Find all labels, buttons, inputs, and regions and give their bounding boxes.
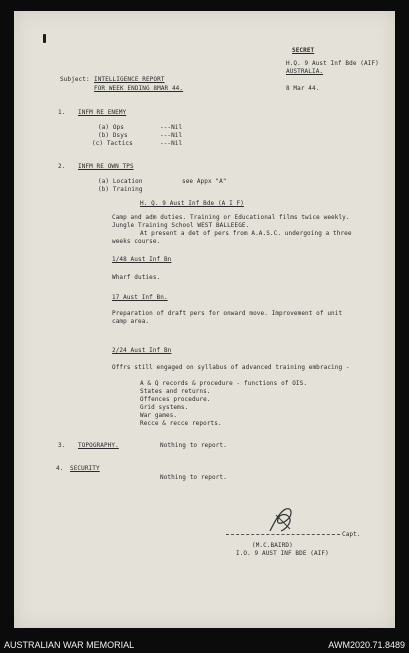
handwritten-signature <box>266 505 298 535</box>
bn17-line-2: camp area. <box>112 318 150 325</box>
unit-designation: H.Q. 9 Aust Inf Bde (AIF) <box>286 60 379 67</box>
bn24-item-5: War games. <box>140 412 178 419</box>
bn17-heading: 17 Aust Inf Bn. <box>112 294 168 301</box>
footer-accession-number: AWM2020.71.8489 <box>328 640 405 650</box>
enemy-dsys-value: ---Nil <box>160 132 183 139</box>
footer-institution: AUSTRALIAN WAR MEMORIAL <box>4 640 135 650</box>
signatory-name: (M.C.BAIRD) <box>252 542 293 549</box>
enemy-dsys-label: (b) Dsys <box>98 132 128 139</box>
section-2-title: INFM RE OWN TPS <box>78 163 134 170</box>
bn24-heading: 2/24 Aust Inf Bn <box>112 347 172 354</box>
signatory-rank: Capt. <box>342 531 361 538</box>
enemy-tactics-value: ---Nil <box>160 140 183 147</box>
section-2-number: 2. <box>58 163 66 170</box>
hq-line-1: Camp and adm duties. Training or Educational films twice weekly. <box>112 214 350 221</box>
subject-line-2: FOR WEEK ENDING 8MAR 44. <box>94 85 184 92</box>
subject-label: Subject: <box>60 76 90 83</box>
bn48-heading: 1/48 Aust Inf Bn <box>112 256 172 263</box>
bn24-item-3: Offences procedure. <box>140 396 211 403</box>
bn24-item-2: States and returns. <box>140 388 211 395</box>
section-3-text: Nothing to report. <box>160 442 227 449</box>
subject-line-1: INTELLIGENCE REPORT <box>94 76 165 83</box>
hq-line-4: weeks course. <box>112 238 161 245</box>
bn24-item-1: A & Q records & procedure - functions of OIS. <box>140 380 308 387</box>
section-4-number: 4. <box>56 465 64 472</box>
punch-hole <box>43 34 46 43</box>
report-date: 8 Mar 44. <box>286 85 320 92</box>
section-1-number: 1. <box>58 109 66 116</box>
enemy-tactics-label: (c) Tactics <box>92 140 133 147</box>
bn24-line-1: Offrs still engaged on syllabus of advanced training embracing - <box>112 364 350 371</box>
section-4-text: Nothing to report. <box>160 474 227 481</box>
section-3-title: TOPOGRAPHY. <box>78 442 119 449</box>
document-page <box>14 11 395 628</box>
hq-line-3: At present a det of pers from A.A.S.C. undergoing a three <box>140 230 352 237</box>
country: AUSTRALIA. <box>286 68 324 75</box>
location-label: (a) Location <box>98 178 143 185</box>
enemy-ops-label: (a) Ops <box>98 124 124 131</box>
hq-line-2: Jungle Training School WEST BALLEEGE. <box>112 222 250 229</box>
training-label: (b) Training <box>98 186 143 193</box>
signatory-title: I.O. 9 AUST INF BDE (AIF) <box>236 550 329 557</box>
bn48-text: Wharf duties. <box>112 274 161 281</box>
classification-mark: SECRET <box>292 47 315 54</box>
section-4-title: SECURITY <box>70 465 100 472</box>
section-3-number: 3. <box>58 442 66 449</box>
bn24-item-6: Recce & recce reports. <box>140 420 222 427</box>
signature-line <box>226 534 340 535</box>
bn17-line-1: Preparation of draft pers for onward move. Improvement of unit <box>112 310 343 317</box>
hq-heading: H. Q. 9 Aust Inf Bde (A I F) <box>140 200 244 207</box>
section-1-title: INFM RE ENEMY <box>78 109 127 116</box>
enemy-ops-value: ---Nil <box>160 124 183 131</box>
location-value: see Appx "A" <box>182 178 227 185</box>
bn24-item-4: Grid systems. <box>140 404 189 411</box>
